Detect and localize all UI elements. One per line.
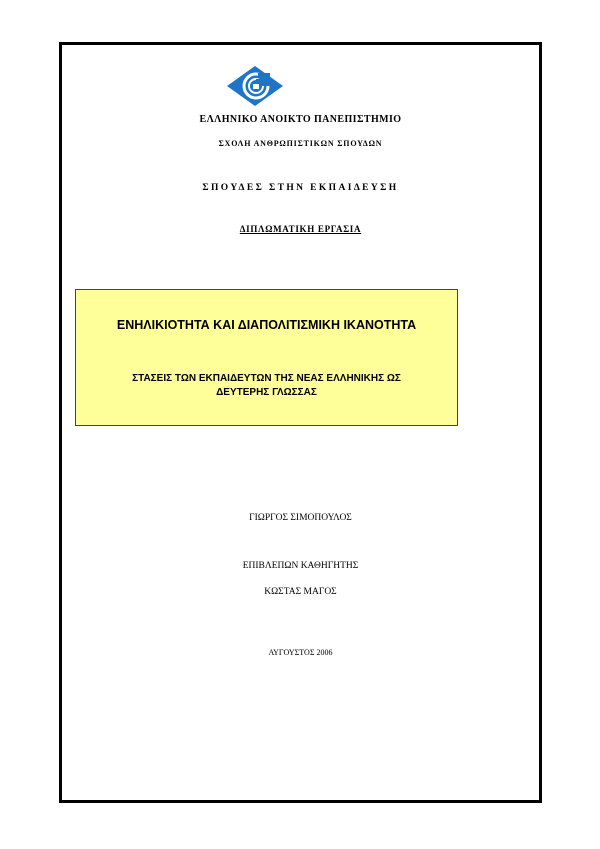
submission-date: ΑΥΓΟΥΣΤΟΣ 2006 (268, 648, 333, 657)
author-name: ΓΙΩΡΓΟΣ ΣΙΜΟΠΟΥΛΟΣ (249, 513, 352, 523)
thesis-subtitle-line-2: ΔΕΥΤΕΡΗΣ ΓΛΩΣΣΑΣ (216, 387, 317, 398)
document-type: ΔΙΠΛΩΜΑΤΙΚΗ ΕΡΓΑΣΙΑ (239, 224, 362, 234)
supervisor-label: ΕΠΙΒΛΕΠΩΝ ΚΑΘΗΓΗΤΗΣ (242, 561, 359, 571)
program-name: ΣΠΟΥΔΕΣ ΣΤΗΝ ΕΚΠΑΙΔΕΥΣΗ (202, 183, 399, 193)
supervisor-name: ΚΩΣΤΑΣ ΜΑΓΟΣ (264, 587, 337, 597)
school-name: ΣΧΟΛΗ ΑΝΘΡΩΠΙΣΤΙΚΩΝ ΣΠΟΥΔΩΝ (218, 139, 383, 148)
university-name: ΕΛΛΗΝΙΚΟ ΑΝΟΙΚΤΟ ΠΑΝΕΠΙΣΤΗΜΙΟ (199, 114, 402, 125)
thesis-subtitle-line-1: ΣΤΑΣΕΙΣ ΤΩΝ ΕΚΠΑΙΔΕΥΤΩΝ ΤΗΣ ΝΕΑΣ ΕΛΛΗΝΙΚΗΣ ΩΣ (132, 373, 401, 384)
thesis-title: ΕΝΗΛΙΚΙΟΤΗΤΑ ΚΑΙ ΔΙΑΠΟΛΙΤΙΣΜΙΚΗ ΙΚΑΝΟΤΗΤΑ (116, 318, 417, 332)
title-box (75, 289, 458, 426)
thesis-subtitle (86, 372, 447, 400)
university-logo-icon (225, 65, 285, 107)
